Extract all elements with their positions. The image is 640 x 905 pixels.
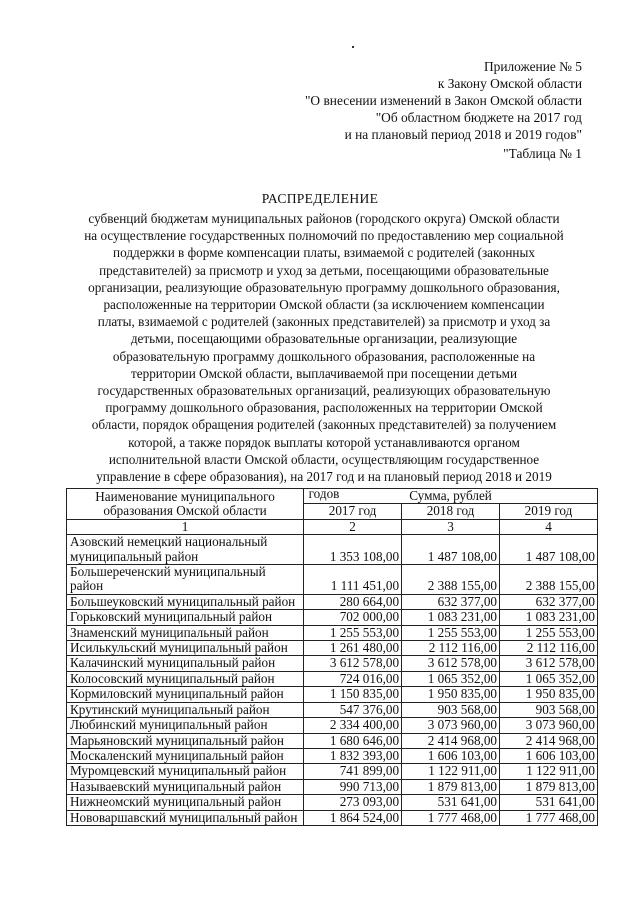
amount-2018: 1 083 231,00 [402, 610, 500, 625]
district-name: Исилькульский муниципальный район [67, 641, 304, 656]
amount-2018: 1 950 835,00 [402, 687, 500, 702]
amount-2019: 2 112 116,00 [500, 641, 598, 656]
amount-2019: 1 065 352,00 [500, 671, 598, 686]
amount-2017: 741 899,00 [304, 764, 402, 779]
table-row [67, 656, 598, 671]
amount-2019: 1 487 108,00 [500, 535, 598, 565]
amount-2017: 1 150 835,00 [304, 687, 402, 702]
amount-2019: 2 388 155,00 [500, 565, 598, 595]
amount-2019: 1 255 553,00 [500, 625, 598, 640]
amount-2018: 903 568,00 [402, 702, 500, 717]
district-name: Нижнеомский муниципальный район [67, 795, 304, 810]
col-number: 2 [304, 519, 402, 534]
table-row [67, 810, 598, 825]
district-name: Колосовский муниципальный район [67, 671, 304, 686]
district-name: Муромцевский муниципальный район [67, 764, 304, 779]
table-row [67, 671, 598, 686]
table-row [67, 565, 598, 595]
sum-header: Сумма, рублей [304, 489, 598, 504]
amount-2018: 3 073 960,00 [402, 718, 500, 733]
year-header-2017: 2017 год [304, 504, 402, 519]
amount-2018: 2 388 155,00 [402, 565, 500, 595]
scan-speck [352, 46, 354, 48]
amount-2018: 531 641,00 [402, 795, 500, 810]
table-row [67, 733, 598, 748]
table-row [67, 687, 598, 702]
table-row [67, 594, 598, 609]
table-row [67, 625, 598, 640]
amount-2018: 2 112 116,00 [402, 641, 500, 656]
amount-2018: 1 777 468,00 [402, 810, 500, 825]
amount-2019: 1 083 231,00 [500, 610, 598, 625]
document-subtitle: субвенций бюджетам муниципальных районов (городского округа) Омской области на осуществление государственных полномочий по предоставлению мер социальной поддержки в форме компенсации платы, взимаемой с родителей (законных представителей) за присмотр и уход за детьми, посещающими образовательные организации, реализующие образовательную программу дошкольного образования, расположенные на территории Омской области (за исключением компенсации платы, взимаемой с родителей (законных представителей) за присмотр и уход за детьми, посещающими образовательные организации, реализующие образовательную программу дошкольного образования, расположенные на территории Омской области, выплачиваемой при посещении детьми государственных образовательных организаций, реализующих образовательную программу дошкольного образования, расположенных на территории Омской области, порядок обращения родителей (законных представителей) за получением которой, а также порядок выплаты которой устанавливаются органом исполнительной власти Омской области, осуществляющим государственное управление в сфере образования), на 2017 год и на плановый период 2018 и 2019 годов [84, 211, 564, 502]
amount-2019: 903 568,00 [500, 702, 598, 717]
table-label: "Таблица № 1 [503, 146, 582, 161]
district-name: Знаменский муниципальный район [67, 625, 304, 640]
appendix-line: и на плановый период 2018 и 2019 годов" [344, 127, 582, 142]
amount-2017: 2 334 400,00 [304, 718, 402, 733]
appendix-line: к Закону Омской области [437, 76, 582, 91]
table-row [67, 610, 598, 625]
district-name: Нововаршавский муниципальный район [67, 810, 304, 825]
column-number-row [67, 519, 598, 534]
amount-2018: 3 612 578,00 [402, 656, 500, 671]
table-row [67, 748, 598, 763]
district-name: Называевский муниципальный район [67, 779, 304, 794]
amount-2018: 632 377,00 [402, 594, 500, 609]
appendix-line: Приложение № 5 [483, 59, 582, 74]
document-title: РАСПРЕДЕЛЕНИЕ [261, 191, 379, 206]
amount-2017: 1 255 553,00 [304, 625, 402, 640]
table-row [67, 718, 598, 733]
district-name: Москаленский муниципальный район [67, 748, 304, 763]
amount-2019: 2 414 968,00 [500, 733, 598, 748]
amount-2018: 1 606 103,00 [402, 748, 500, 763]
amount-2018: 1 255 553,00 [402, 625, 500, 640]
amount-2017: 724 016,00 [304, 671, 402, 686]
amount-2019: 1 606 103,00 [500, 748, 598, 763]
appendix-line: "Об областном бюджете на 2017 год [375, 110, 582, 125]
table-row [67, 641, 598, 656]
amount-2017: 547 376,00 [304, 702, 402, 717]
appendix-header [252, 58, 582, 143]
amount-2019: 3 612 578,00 [500, 656, 598, 671]
district-name: Крутинский муниципальный район [67, 702, 304, 717]
col-number: 4 [500, 519, 598, 534]
amount-2019: 1 879 813,00 [500, 779, 598, 794]
amount-2019: 531 641,00 [500, 795, 598, 810]
amount-2017: 702 000,00 [304, 610, 402, 625]
year-header-2018: 2018 год [402, 504, 500, 519]
col-number: 1 [67, 519, 304, 534]
district-name: Большеуковский муниципальный район [67, 594, 304, 609]
year-header-2019: 2019 год [500, 504, 598, 519]
amount-2017: 280 664,00 [304, 594, 402, 609]
table-row [67, 795, 598, 810]
amount-2017: 3 612 578,00 [304, 656, 402, 671]
table-row [67, 779, 598, 794]
district-name: Горьковский муниципальный район [67, 610, 304, 625]
header-row [67, 489, 598, 504]
appendix-line: "О внесении изменений в Закон Омской области [304, 93, 582, 108]
table-row [67, 535, 598, 565]
amount-2017: 990 713,00 [304, 779, 402, 794]
amount-2017: 1 680 646,00 [304, 733, 402, 748]
district-name: Любинский муниципальный район [67, 718, 304, 733]
amount-2019: 632 377,00 [500, 594, 598, 609]
district-name: Кормиловский муниципальный район [67, 687, 304, 702]
table-row [67, 702, 598, 717]
amount-2018: 1 065 352,00 [402, 671, 500, 686]
col-number: 3 [402, 519, 500, 534]
amount-2017: 1 353 108,00 [304, 535, 402, 565]
distribution-table [66, 488, 598, 826]
district-name: Азовский немецкий национальный муниципальный район [67, 535, 304, 565]
amount-2017: 1 261 480,00 [304, 641, 402, 656]
table-row [67, 764, 598, 779]
district-name: Марьяновский муниципальный район [67, 733, 304, 748]
amount-2017: 1 111 451,00 [304, 565, 402, 595]
amount-2017: 1 864 524,00 [304, 810, 402, 825]
amount-2019: 3 073 960,00 [500, 718, 598, 733]
amount-2018: 1 122 911,00 [402, 764, 500, 779]
amount-2018: 1 879 813,00 [402, 779, 500, 794]
amount-2017: 273 093,00 [304, 795, 402, 810]
amount-2019: 1 950 835,00 [500, 687, 598, 702]
col-name-header: Наименование муниципального образования Омской области [67, 489, 304, 520]
district-name: Большереченский муниципальный район [67, 565, 304, 595]
amount-2018: 1 487 108,00 [402, 535, 500, 565]
amount-2019: 1 122 911,00 [500, 764, 598, 779]
amount-2017: 1 832 393,00 [304, 748, 402, 763]
amount-2018: 2 414 968,00 [402, 733, 500, 748]
district-name: Калачинский муниципальный район [67, 656, 304, 671]
amount-2019: 1 777 468,00 [500, 810, 598, 825]
table-body [67, 535, 598, 826]
